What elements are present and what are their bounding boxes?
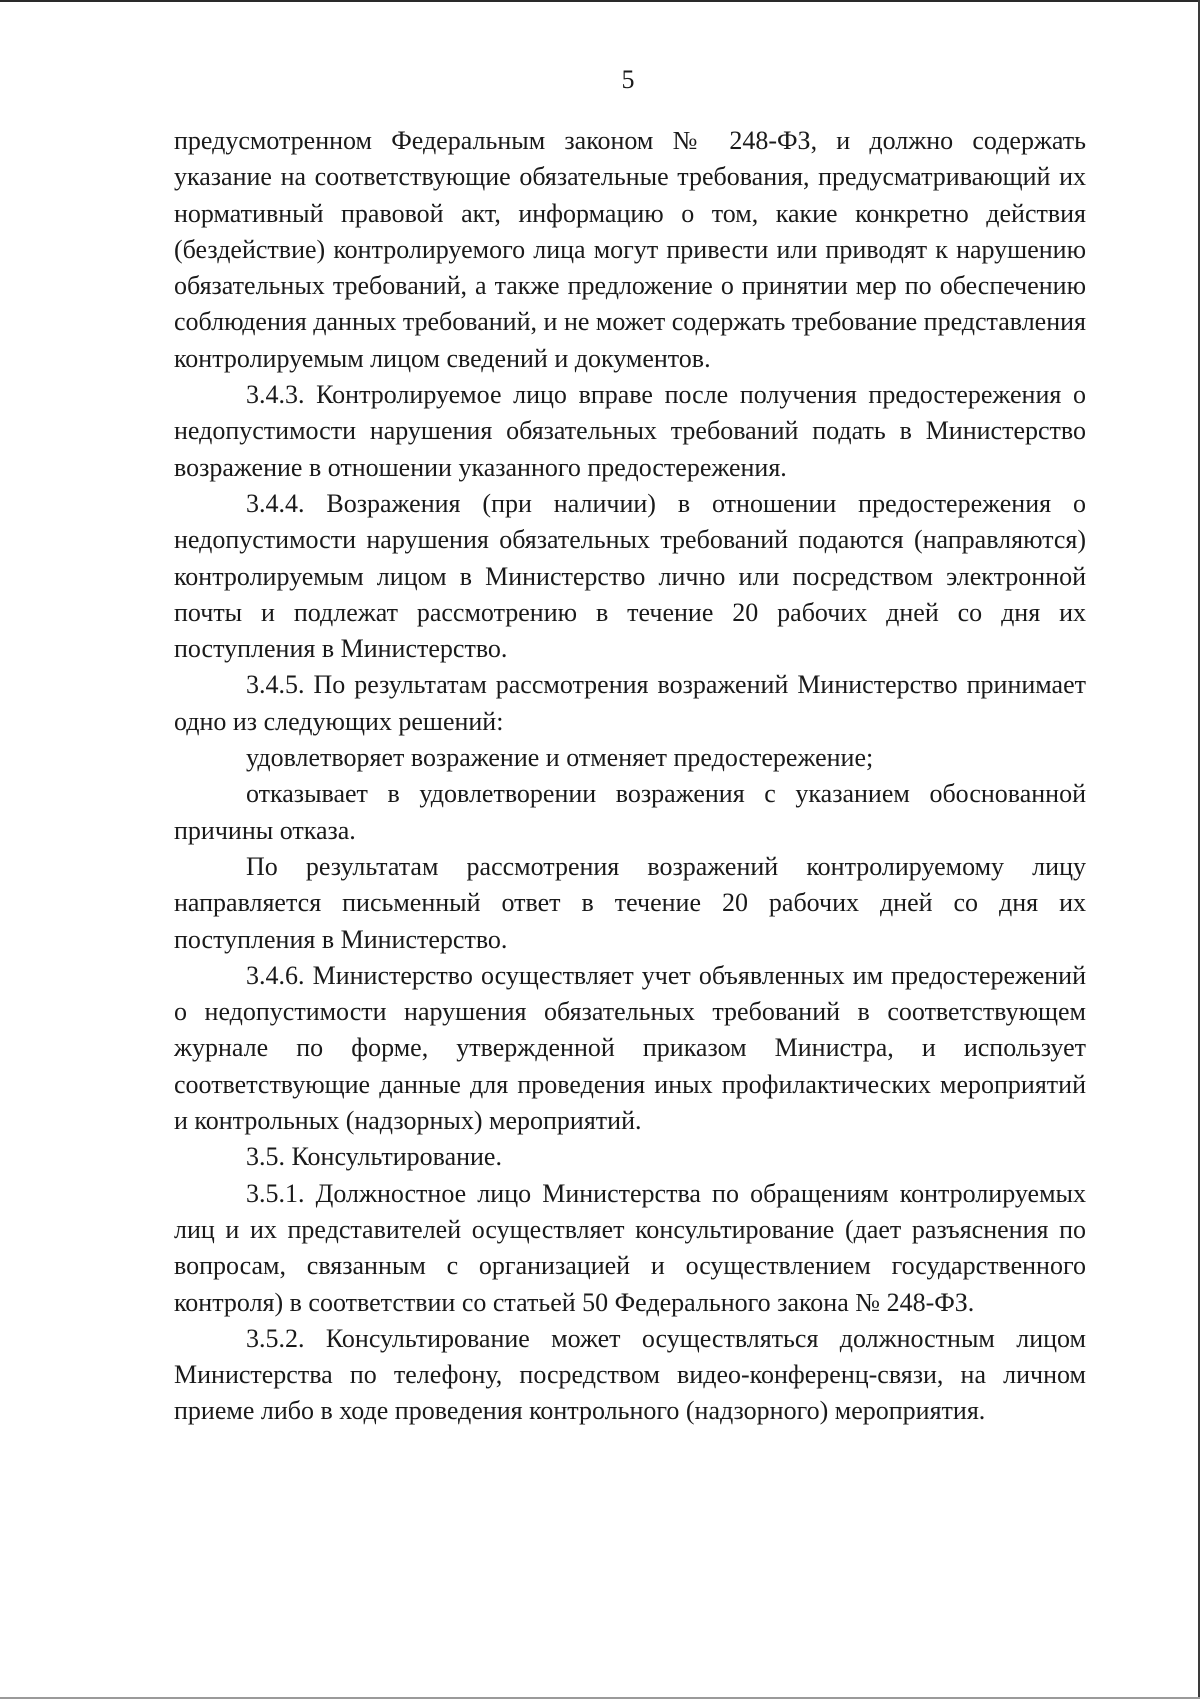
paragraph-response: По результатам рассмотрения возражений контролируемому лицу направляется письменный ответ в течение 20 рабочих дней со дня их поступления в Министерство. bbox=[174, 851, 1086, 954]
paragraph-3-4-6: 3.4.6. Министерство осуществляет учет объявленных им предостережений о недопустимости нарушения обязательных требований в соответствующем журнале по форме, утвержденной приказом Министра, и использует соответствующие данные для проведения иных профилактических мероприятий и контрольных (надзорных) мероприятий. bbox=[174, 960, 1086, 1136]
document-body bbox=[174, 123, 1086, 1430]
decision-option-satisfy: удовлетворяет возражение и отменяет предостережение; bbox=[246, 743, 874, 773]
paragraph-continuation: предусмотренном Федеральным законом № 248-ФЗ, и должно содержать указание на соответствующие обязательные требования, предусматривающий их нормативный правовой акт, информацию о том, какие конкретно действия (бездействие) контролируемого лица могут привести или приводят к нарушению обязательных требований, а также предложение о принятии мер по обеспечению соблюдения данных требований, и не может содержать требование представления контролируемым лицом сведений и документов. bbox=[174, 126, 1086, 373]
paragraph-3-4-3: 3.4.3. Контролируемое лицо вправе после получения предостережения о недопустимости нарушения обязательных требований подать в Министерство возражение в отношении указанного предостережения. bbox=[174, 380, 1086, 482]
decision-option-refuse: отказывает в удовлетворении возражения с указанием обоснованной причины отказа. bbox=[174, 779, 1086, 845]
paragraph-3-4-4: 3.4.4. Возражения (при наличии) в отношении предостережения о недопустимости нарушения обязательных требований подаются (направляются) контролируемым лицом в Министерство лично или посредством электронной почты и подлежат рассмотрению в течение 20 рабочих дней со дня их поступления в Министерство. bbox=[174, 488, 1086, 664]
paragraph-3-5-2: 3.5.2. Консультирование может осуществляться должностным лицом Министерства по телефону, посредством видео-конференц-связи, на личном приеме либо в ходе проведения контрольного (надзорного) мероприятия. bbox=[174, 1323, 1086, 1426]
page-number: 5 bbox=[621, 65, 635, 94]
scan-edge-top bbox=[0, 0, 1200, 2]
paragraph-3-4-5: 3.4.5. По результатам рассмотрения возражений Министерство принимает одно из следующих решений: bbox=[174, 670, 1086, 736]
paragraph-3-5-1: 3.5.1. Должностное лицо Министерства по обращениям контролируемых лиц и их представителей осуществляет консультирование (дает разъяснения по вопросам, связанным с организацией и осуществлением государственного контроля) в соответствии со статьей 50 Федерального закона № 248-ФЗ. bbox=[174, 1178, 1086, 1317]
section-heading-3-5: 3.5. Консультирование. bbox=[246, 1142, 502, 1172]
